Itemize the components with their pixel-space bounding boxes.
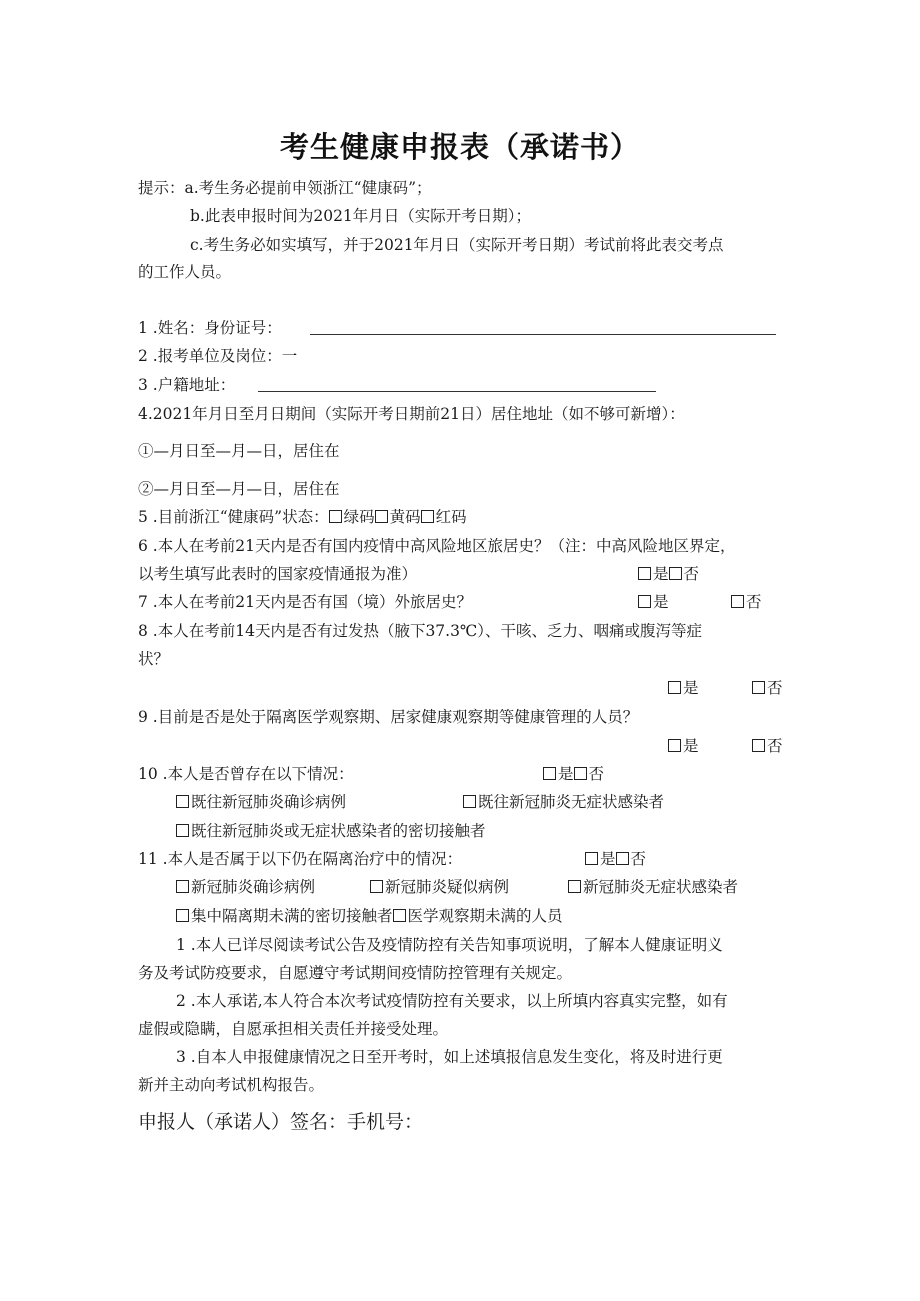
q6-yes: 是 bbox=[653, 565, 669, 583]
q10-opt1 bbox=[176, 792, 346, 812]
q2-unit-position: 2 .报考单位及岗位：一 bbox=[138, 347, 298, 365]
q10-opt1-label: 既往新冠肺炎确诊病例 bbox=[191, 793, 347, 811]
q5-opt-yellow: 黄码 bbox=[389, 508, 421, 526]
signature-line: 申报人（承诺人）签名：手机号： bbox=[138, 1111, 424, 1133]
q11-opt4-checkbox[interactable] bbox=[176, 909, 189, 922]
q6-line1: 6 .本人在考前21天内是否有国内疫情中高风险地区旅居史？（注：中高风险地区界定， bbox=[138, 537, 736, 555]
q11-opt1 bbox=[176, 877, 315, 897]
q7-question: 7 .本人在考前21天内是否有国（境）外旅居史？ bbox=[138, 593, 472, 611]
q9-no-option bbox=[752, 736, 783, 756]
pledge-3-line2: 新并主动向考试机构报告。 bbox=[138, 1076, 325, 1094]
q4-residence: 4.2021年月日至月日期间（实际开考日期前21日）居住地址（如不够可新增）： bbox=[138, 405, 685, 423]
q11-no-checkbox[interactable] bbox=[616, 852, 629, 865]
q11-opt2 bbox=[370, 877, 509, 897]
q1-label: 1 .姓名：身份证号： bbox=[138, 319, 282, 337]
q8-no-option bbox=[752, 678, 783, 698]
q7-no: 否 bbox=[746, 593, 762, 611]
q11-yes-checkbox[interactable] bbox=[585, 852, 598, 865]
q10-opt2-checkbox[interactable] bbox=[463, 795, 476, 808]
pledge-1-line1: 1 .本人已详尽阅读考试公告及疫情防控有关告知事项说明，了解本人健康证明义 bbox=[176, 936, 723, 954]
q11-opt1-checkbox[interactable] bbox=[176, 880, 189, 893]
q10-opt3-checkbox[interactable] bbox=[176, 824, 189, 837]
q7-yes-option bbox=[638, 592, 669, 612]
q9-yes-option bbox=[668, 736, 699, 756]
q11-opt3-label: 新冠肺炎无症状感染者 bbox=[583, 878, 739, 896]
q9-no-checkbox[interactable] bbox=[752, 739, 765, 752]
q10-opt2 bbox=[463, 792, 664, 812]
q8-yes-option bbox=[668, 678, 699, 698]
q7-no-option bbox=[731, 592, 762, 612]
q6-yes-checkbox[interactable] bbox=[638, 567, 651, 580]
form-title: 考生健康申报表（承诺书） bbox=[279, 130, 640, 164]
q10-no-checkbox[interactable] bbox=[574, 767, 587, 780]
q10-opt3 bbox=[176, 821, 486, 841]
q5-label: 5 .目前浙江“健康码”状态： bbox=[138, 508, 329, 526]
q7-yes-checkbox[interactable] bbox=[638, 595, 651, 608]
q8-line2: 状？ bbox=[138, 650, 170, 668]
q8-line1: 8 .本人在考前14天内是否有过发热（腋下37.3℃）、干咳、乏力、咽痛或腹泻等症 bbox=[138, 622, 703, 640]
pledge-1-line2: 务及考试防疫要求，自愿遵守考试期间疫情防控管理有关规定。 bbox=[138, 964, 573, 982]
pledge-2-line2: 虚假或隐瞒，自愿承担相关责任并接受处理。 bbox=[138, 1020, 449, 1038]
q10-opt1-checkbox[interactable] bbox=[176, 795, 189, 808]
q11-opt5-checkbox[interactable] bbox=[393, 909, 406, 922]
q10-no: 否 bbox=[588, 765, 605, 783]
q11-opt5-label: 医学观察期未满的人员 bbox=[407, 907, 563, 925]
q3-label: 3 .户籍地址： bbox=[138, 376, 236, 394]
q7-no-checkbox[interactable] bbox=[731, 595, 744, 608]
checkbox-yellow[interactable] bbox=[375, 510, 388, 523]
address-line[interactable] bbox=[258, 377, 656, 392]
q11-no: 否 bbox=[630, 850, 647, 868]
q11-opt3-checkbox[interactable] bbox=[568, 880, 581, 893]
id-number-line[interactable] bbox=[310, 320, 776, 335]
tip-c-line1: c.考生务必如实填写，并于2021年月日（实际开考日期）考试前将此表交考点 bbox=[190, 236, 724, 254]
q10-yes: 是 bbox=[558, 765, 574, 783]
q8-yes-checkbox[interactable] bbox=[668, 681, 681, 694]
q8-no-checkbox[interactable] bbox=[752, 681, 765, 694]
q11-opt2-label: 新冠肺炎疑似病例 bbox=[385, 878, 510, 896]
checkbox-red[interactable] bbox=[421, 510, 434, 523]
q6-no-checkbox[interactable] bbox=[669, 567, 682, 580]
q10-yes-checkbox[interactable] bbox=[543, 767, 556, 780]
q6-line2: 以考生填写此表时的国家疫情通报为准） bbox=[138, 565, 418, 583]
q8-yes: 是 bbox=[683, 679, 699, 697]
q11-opt1-label: 新冠肺炎确诊病例 bbox=[191, 878, 316, 896]
q9-question: 9 .目前是否是处于隔离医学观察期、居家健康观察期等健康管理的人员？ bbox=[138, 708, 639, 726]
q9-yes-checkbox[interactable] bbox=[668, 739, 681, 752]
q8-no: 否 bbox=[767, 679, 783, 697]
checkbox-green[interactable] bbox=[329, 510, 342, 523]
q11-opt2-checkbox[interactable] bbox=[370, 880, 383, 893]
q6-options bbox=[638, 564, 699, 584]
tip-b: b.此表申报时间为2021年月日（实际开考日期）； bbox=[190, 207, 532, 225]
q5-opt-red: 红码 bbox=[435, 508, 467, 526]
residence-1: ①—月日至—月—日，居住在 bbox=[138, 442, 340, 460]
tip-c-line2: 的工作人员。 bbox=[138, 263, 232, 281]
q11-question: 11 .本人是否属于以下仍在隔离治疗中的情况： bbox=[138, 850, 463, 868]
q11-yes: 是 bbox=[600, 850, 616, 868]
q11-opt3 bbox=[568, 877, 738, 897]
pledge-3-line1: 3 .自本人申报健康情况之日至开考时，如上述填报信息发生变化，将及时进行更 bbox=[176, 1048, 723, 1066]
q9-yes: 是 bbox=[683, 737, 699, 755]
q7-yes: 是 bbox=[653, 593, 669, 611]
q10-question: 10 .本人是否曾存在以下情况： bbox=[138, 765, 354, 783]
q10-opt2-label: 既往新冠肺炎无症状感染者 bbox=[478, 793, 665, 811]
q11-options bbox=[585, 849, 646, 869]
q6-no: 否 bbox=[683, 565, 700, 583]
q10-options bbox=[543, 764, 604, 784]
q11-opt4-5 bbox=[176, 906, 563, 926]
tip-a: 提示：a.考生务必提前申领浙江“健康码”； bbox=[138, 179, 432, 197]
q9-no: 否 bbox=[767, 737, 783, 755]
residence-2: ②—月日至—月—日，居住在 bbox=[138, 480, 340, 498]
q10-opt3-label: 既往新冠肺炎或无症状感染者的密切接触者 bbox=[191, 822, 486, 840]
q5-opt-green: 绿码 bbox=[343, 508, 375, 526]
pledge-2-line1: 2 .本人承诺,本人符合本次考试疫情防控有关要求，以上所填内容真实完整，如有 bbox=[176, 992, 728, 1010]
q5-health-code bbox=[138, 507, 788, 527]
q11-opt4-label: 集中隔离期未满的密切接触者 bbox=[191, 907, 393, 925]
